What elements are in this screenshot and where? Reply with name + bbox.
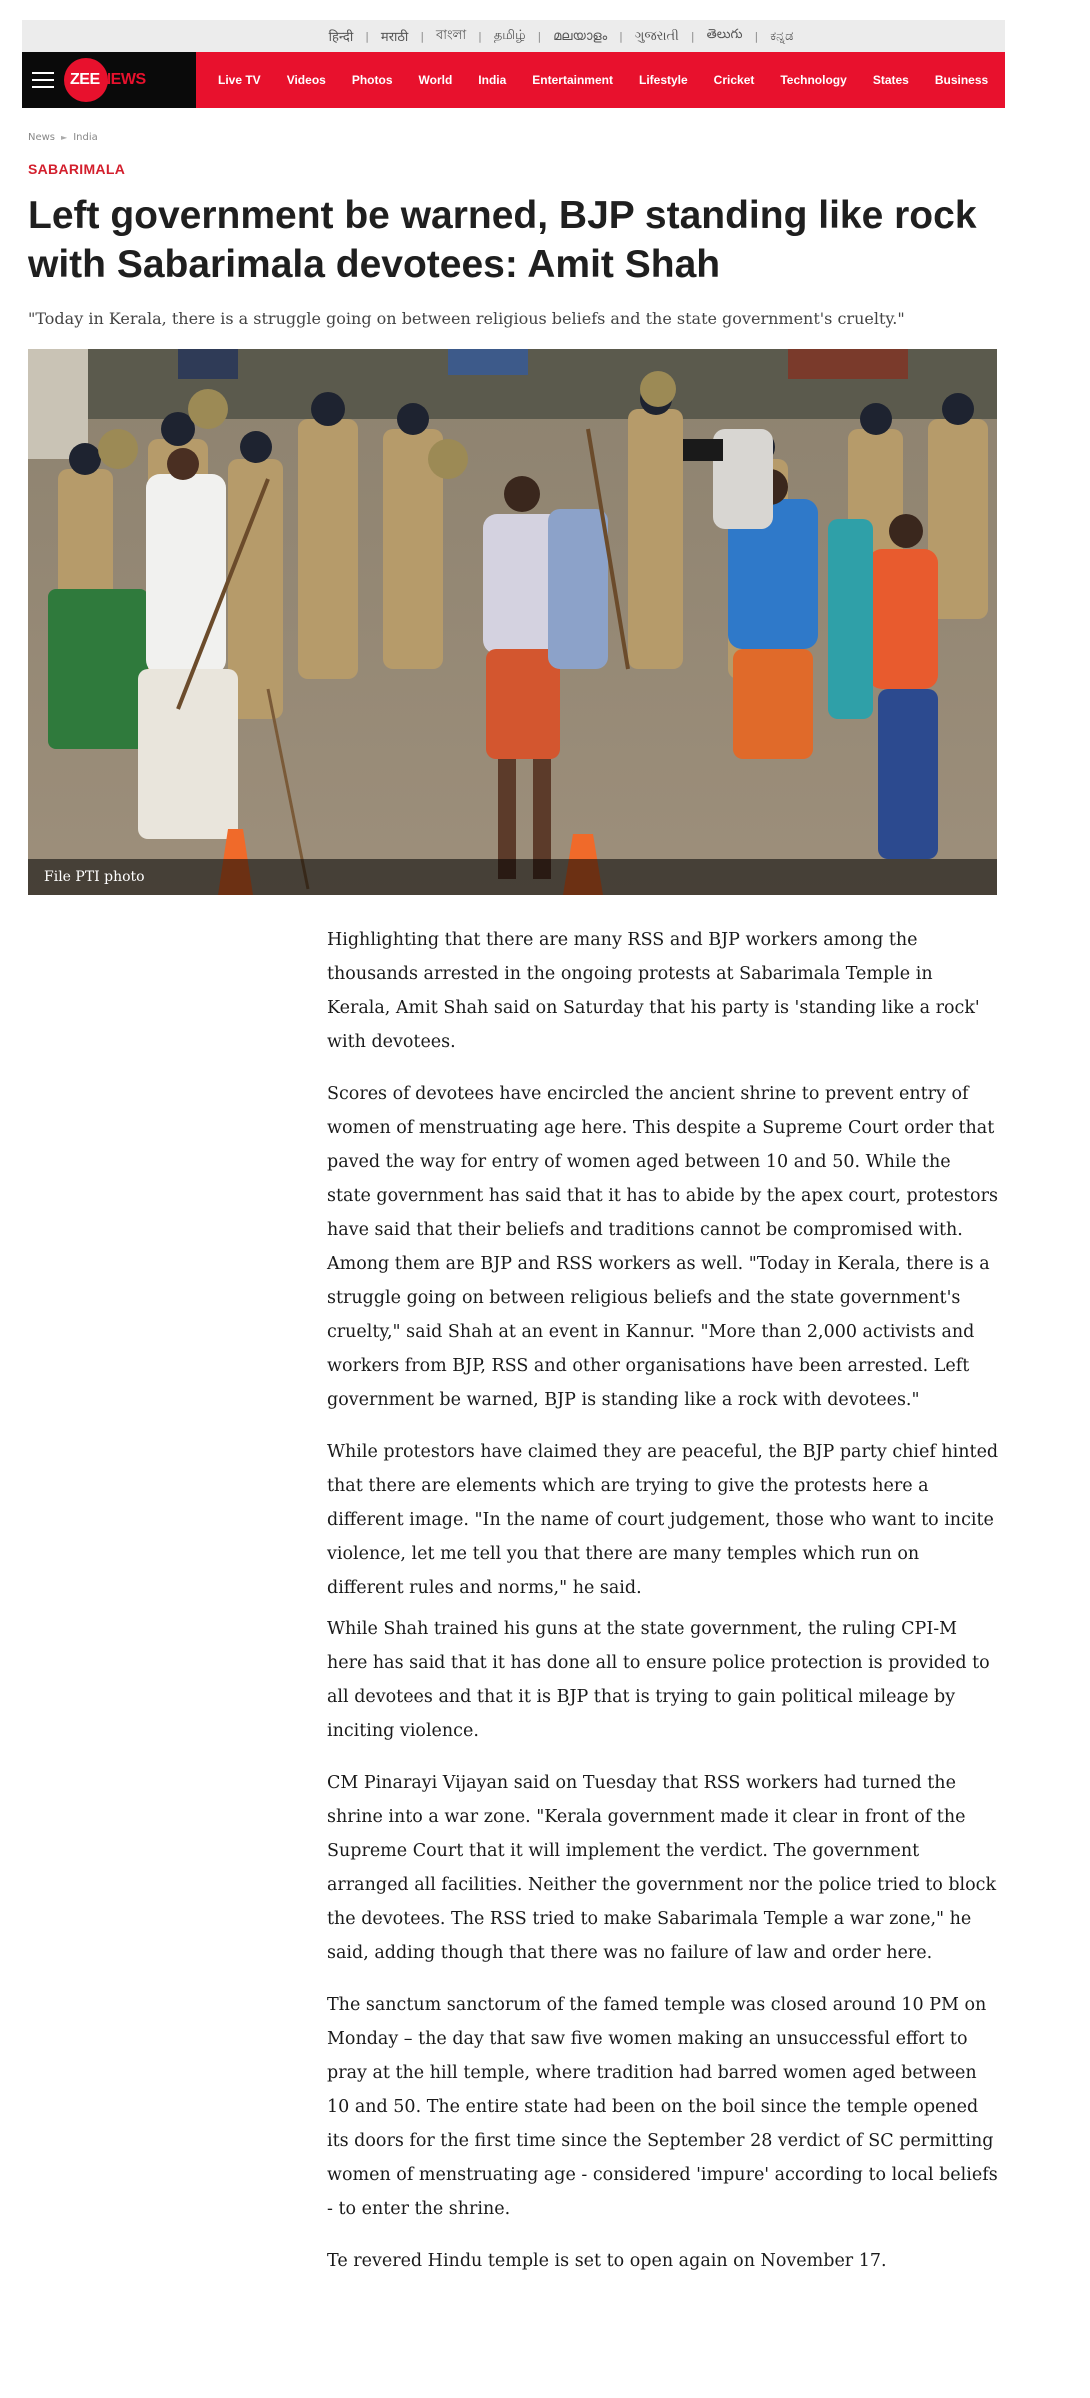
article-paragraph: Highlighting that there are many RSS and BJP workers among the thousands arrested in the ongoing protests at Sabarimala Temple in Kerala, Amit Shah said on Saturday that his party is 'standing like a rock' with devotees. [327, 930, 980, 1052]
article-body [327, 923, 999, 2296]
language-link[interactable]: ગુજરાતી [634, 28, 679, 44]
article-paragraph: CM Pinarayi Vijayan said on Tuesday that RSS workers had turned the shrine into a war zone. "Kerala government made it clear in front of the Supreme Court that it will implement the verdict. The government arranged all facilities. Neither the government nor the police tried to block the devotees. The RSS tried to make Sabarimala Temple a war zone," he said, adding though that there was no failure of law and order here. [327, 1773, 997, 1963]
breadcrumb-separator-icon: ► [61, 133, 68, 142]
language-separator: | [754, 29, 759, 43]
image-caption: File PTI photo [28, 859, 997, 895]
logo-wordmark [64, 71, 146, 89]
language-link[interactable]: मराठी [380, 30, 409, 45]
article-paragraph: The sanctum sanctorum of the famed temple was closed around 10 PM on Monday – the day that saw five women making an unsuccessful effort to pray at the hill temple, where tradition had barred women aged between 10 and 50. The entire state had been on the boil since the temple opened its doors for the first time since the September 28 verdict of SC permitting women of menstruating age - considered 'impure' according to local beliefs - to enter the shrine. [327, 1995, 998, 2219]
language-separator: | [365, 29, 369, 43]
logo-zee-text: ZEE [70, 71, 100, 88]
brand-block [22, 52, 196, 108]
hamburger-menu-icon[interactable] [32, 72, 54, 88]
nav-item-technology[interactable]: Technology [780, 73, 847, 87]
article-paragraph: Scores of devotees have encircled the ancient shrine to prevent entry of women of menstruating age here. This despite a Supreme Court order that paved the way for entry of women aged between 10 and 50. While the state government has said that it has to abide by the apex court, protestors have said that their beliefs and traditions cannot be compromised with. Among them are BJP and RSS workers as well. "Today in Kerala, there is a struggle going on between religious beliefs and the state government's cruelty," said Shah at an event in Kannur. "More than 2,000 activists and workers from BJP, RSS and other organisations have been arrested. Left government be warned, BJP is standing like a rock with devotees." [327, 1084, 998, 1410]
nav-item-videos[interactable]: Videos [286, 73, 326, 87]
language-link[interactable]: മലയാളം [553, 28, 608, 44]
language-separator: | [537, 29, 542, 43]
nav-item-bhojpuri[interactable]: Bhojpuri [1014, 73, 1064, 87]
main-nav [22, 52, 1064, 108]
nav-item-entertainment[interactable]: Entertainment [532, 73, 613, 87]
hero-image [28, 349, 997, 895]
article-paragraph: While Shah trained his guns at the state government, the ruling CPI-M here has said that it has done all to ensure police protection is provided to all devotees and that it is BJP that is trying to gain political mileage by inciting violence. [327, 1619, 990, 1741]
nav-item-world[interactable]: World [418, 73, 453, 87]
logo-news-text: NEWS [99, 71, 146, 88]
language-link[interactable]: తెలుగు [706, 27, 743, 42]
language-separator: | [420, 29, 425, 43]
nav-item-states[interactable]: States [872, 73, 909, 87]
page [22, 20, 1064, 895]
zee-news-logo[interactable] [64, 57, 146, 103]
language-separator: | [690, 29, 695, 43]
nav-item-india[interactable]: India [478, 73, 507, 87]
nav-item-lifestyle[interactable]: Lifestyle [638, 73, 688, 87]
language-bar [22, 20, 1005, 52]
language-separator: | [478, 29, 482, 43]
breadcrumb-news[interactable]: News [28, 132, 56, 143]
nav-item-live-tv[interactable]: Live TV [218, 73, 261, 87]
language-link[interactable]: हिन्दी [328, 30, 354, 45]
language-link[interactable]: ಕನ್ನಡ [770, 28, 794, 44]
nav-item-photos[interactable]: Photos [351, 73, 393, 87]
article-category[interactable]: SABARIMALA [28, 161, 126, 177]
protest-photo-illustration [28, 349, 997, 895]
article-paragraph: Te revered Hindu temple is set to open again on November 17. [327, 2251, 887, 2271]
nav-menu [196, 52, 1090, 108]
article-summary: "Today in Kerala, there is a struggle going on between religious beliefs and the state government's cruelty." [28, 309, 905, 328]
nav-item-cricket[interactable]: Cricket [713, 73, 755, 87]
article-paragraph: While protestors have claimed they are peaceful, the BJP party chief hinted that there are elements which are trying to give the protests here a different image. "In the name of court judgement, those who want to incite violence, let me tell you that there are many temples which run on different rules and norms," he said. [327, 1442, 999, 1598]
language-link[interactable]: বাংলা [436, 27, 467, 43]
breadcrumb [22, 132, 1005, 143]
language-link[interactable]: தமிழ் [493, 28, 526, 43]
language-separator: | [619, 29, 623, 43]
article-headline: Left government be warned, BJP standing like rock with Sabarimala devotees: Amit Shah [28, 194, 977, 286]
nav-item-business[interactable]: Business [934, 73, 989, 87]
language-list [329, 26, 794, 47]
breadcrumb-india[interactable]: India [73, 132, 98, 143]
